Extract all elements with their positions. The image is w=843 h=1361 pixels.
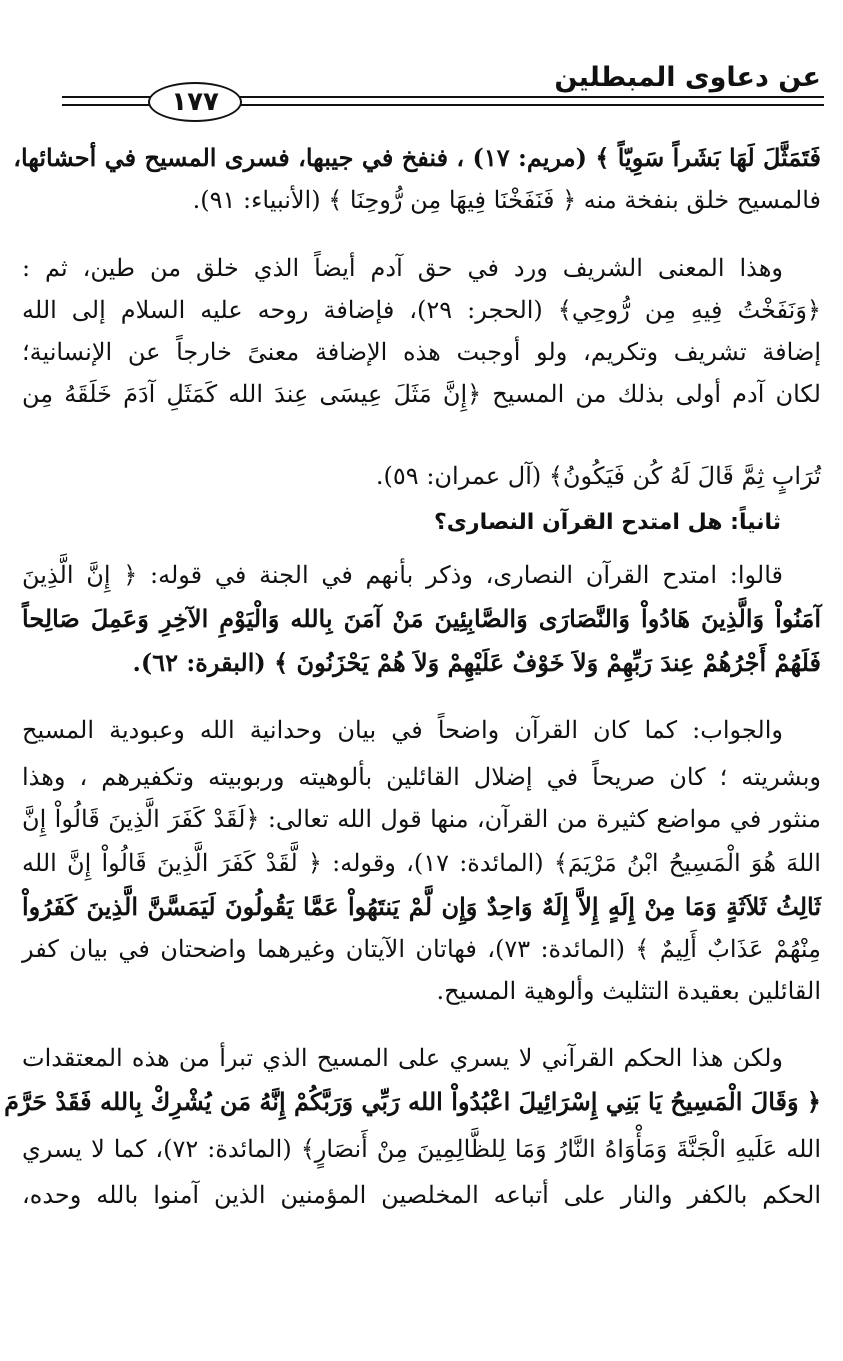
text-line: فَتَمَثَّلَ لَهَا بَشَراً سَوِيّاً ﴾ (مريم: ١٧) ، فنفخ في جيبها، فسرى المسيح في أحشائها، (13, 143, 821, 172)
text-line: آمَنُواْ وَالَّذِينَ هَادُواْ وَالنَّصَارَى وَالصَّابِئِينَ مَنْ آمَنَ بِالله وَالْيَوْمِ الآخِرِ وَعَمِلَ صَالِحاً (22, 604, 821, 633)
text-line: ولكن هذا الحكم القرآني لا يسري على المسيح الذي تبرأ من هذه المعتقدات (22, 1044, 783, 1072)
text-line: لكان آدم أولى بذلك من المسيح ﴿إِنَّ مَثَلَ عِيسَى عِندَ الله كَمَثَلِ آدَمَ خَلَقَهُ مِن (22, 380, 821, 408)
text-line: القائلين بعقيدة التثليث وألوهية المسيح. (436, 977, 821, 1005)
text-line: فالمسيح خلق بنفخة منه ﴿ فَنَفَخْنَا فِيهَا مِن رُّوحِنَا ﴾ (الأنبياء: ٩١). (192, 186, 821, 214)
text-line: اللهَ هُوَ الْمَسِيحُ ابْنُ مَرْيَمَ﴾ (المائدة: ١٧)، وقوله: ﴿ لَّقَدْ كَفَرَ الَّذِينَ قَالُواْ إِنَّ الله (22, 849, 821, 877)
text-line: الله عَلَيهِ الْجَنَّةَ وَمَأْوَاهُ النَّارُ وَمَا لِلظَّالِمِينَ مِنْ أَنصَارٍ﴾ (المائدة: ٧٢)، كما لا يسري (22, 1135, 821, 1163)
text-line: تُرَابٍ ثِمَّ قَالَ لَهُ كُن فَيَكُونُ﴾ (آل عمران: ٥٩). (375, 462, 821, 490)
text-line: وهذا المعنى الشريف ورد في حق آدم أيضاً الذي خلق من طين، ثم : (22, 254, 783, 282)
text-line: الحكم بالكفر والنار على أتباعه المخلصين المؤمنين الذين آمنوا بالله وحده، (22, 1181, 821, 1209)
section-heading: ثانياً: هل امتدح القرآن النصارى؟ (433, 510, 781, 535)
text-line: ﴿ وَقَالَ الْمَسِيحُ يَا بَنِي إِسْرَائِيلَ اعْبُدُواْ الله رَبِّي وَرَبَّكُمْ إِنَّهُ مَن يُشْرِكْ بِالله فَقَدْ حَرَّمَ (4, 1087, 821, 1116)
page-number: ١٧٧ (148, 82, 242, 122)
text-line: فَلَهُمْ أَجْرُهُمْ عِندَ رَبِّهِمْ وَلاَ خَوْفٌ عَلَيْهِمْ وَلاَ هُمْ يَحْزَنُونَ ﴾ (البقرة: ٦٢). (132, 648, 821, 677)
text-line: ثَالِثُ ثَلاَثَةٍ وَمَا مِنْ إِلَهٍ إِلاَّ إِلَهٌ وَاحِدٌ وَإِن لَّمْ يَنتَهُواْ عَمَّا يَقُولُونَ لَيَمَسَّنَّ الَّذِينَ كَفَرُواْ (22, 892, 821, 921)
text-line: وبشريته ؛ كان صريحاً في إضلال القائلين بألوهيته وربوبيته وتكفيرهم ، وهذا (22, 763, 821, 791)
text-line: ﴿وَنَفَخْتُ فِيهِ مِن رُّوحِي﴾ (الحجر: ٢٩)، فإضافة روحه عليه السلام إلى الله (22, 296, 821, 324)
text-line: والجواب: كما كان القرآن واضحاً في بيان وحدانية الله وعبودية المسيح (22, 716, 783, 744)
running-title: عن دعاوى المبطلين (554, 62, 821, 93)
text-line: مِنْهُمْ عَذَابٌ أَلِيمٌ ﴾ (المائدة: ٧٣)، فهاتان الآيتان وغيرهما واضحتان في بيان كفر (22, 935, 821, 963)
text-line: إضافة تشريف وتكريم، ولو أوجبت هذه الإضافة معنىً خارجاً عن الإنسانية؛ (22, 338, 821, 366)
text-line: قالوا: امتدح القرآن النصارى، وذكر بأنهم في الجنة في قوله: ﴿ إِنَّ الَّذِينَ (22, 561, 783, 589)
text-line: منثور في مواضع كثيرة من القرآن، منها قول الله تعالى: ﴿لَقَدْ كَفَرَ الَّذِينَ قَالُواْ إِنَّ (22, 805, 821, 833)
